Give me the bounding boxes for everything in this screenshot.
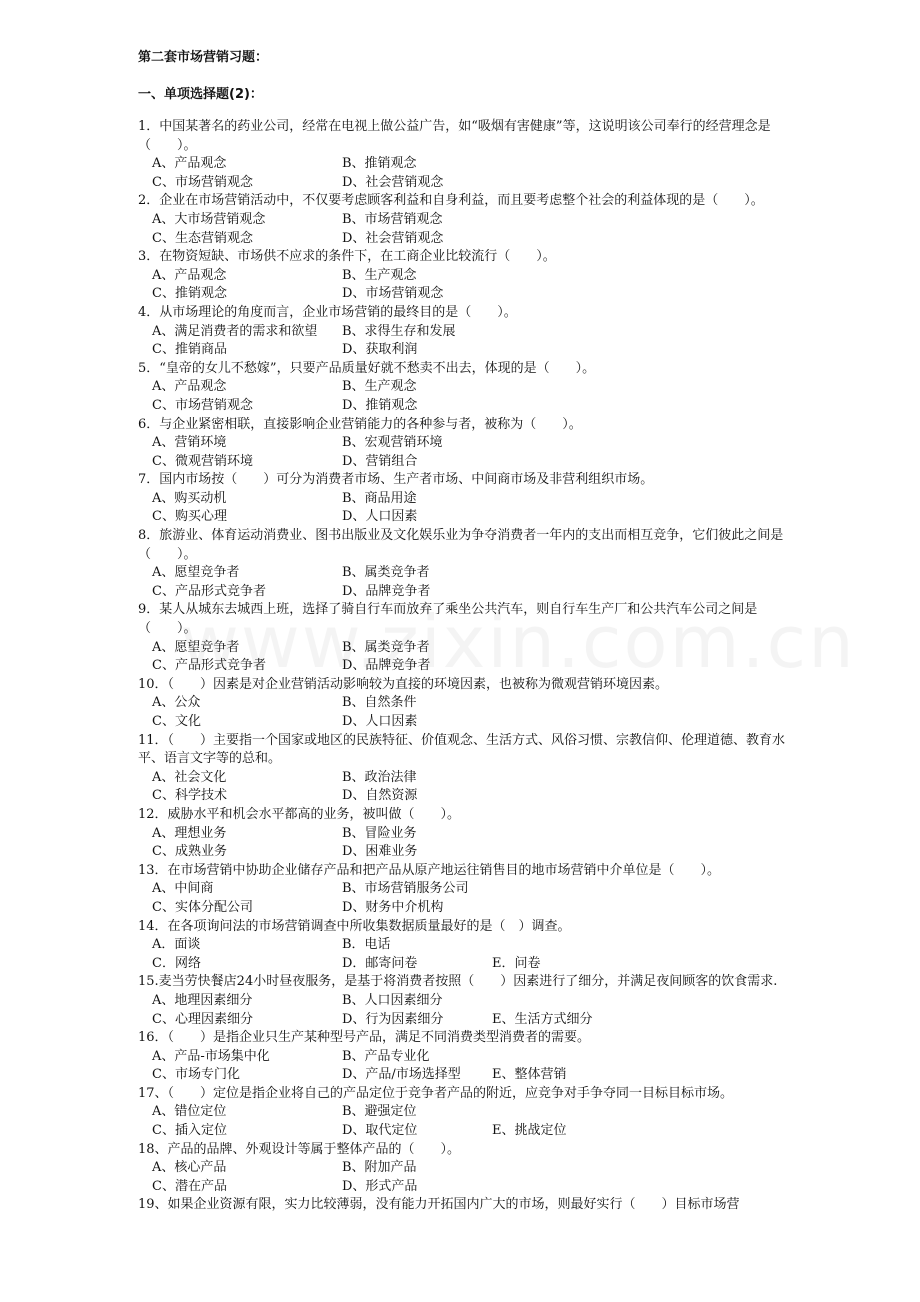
answer-option: A、营销环境 [152, 435, 227, 451]
answer-option: C、微观营销环境 [152, 453, 253, 469]
option-row [138, 508, 788, 527]
question-item [138, 527, 788, 601]
answer-option: C、科学技术 [152, 788, 227, 804]
option-row [138, 657, 788, 676]
answer-option: D、社会营销观念 [342, 230, 444, 246]
answer-option: C、实体分配公司 [152, 899, 253, 915]
answer-option: D、产品/市场选择型 [342, 1067, 461, 1083]
answer-option: B、市场营销观念 [342, 211, 443, 227]
question-stem: 19、如果企业资源有限，实力比较薄弱，没有能力开拓国内广大的市场，则最好实行（ ）目标市场营 [138, 1197, 740, 1213]
question-stem: 13．在市场营销中协助企业储存产品和把产品从原产地运往销售目的地市场营销中介单位是（ ）。 [138, 862, 721, 878]
answer-option: C、成熟业务 [152, 844, 227, 860]
option-row [138, 1178, 788, 1197]
answer-option: B、附加产品 [342, 1160, 417, 1176]
document-title: 第二套市场营销习题： [138, 50, 269, 65]
answer-option: D、获取利润 [342, 342, 418, 358]
answer-option: A、中间商 [152, 881, 214, 897]
answer-option: C、插入定位 [152, 1123, 227, 1139]
answer-option: B、属类竞争者 [342, 639, 430, 655]
question-item [138, 118, 788, 192]
answer-option: A、购买动机 [152, 490, 227, 506]
option-row [138, 155, 788, 174]
answer-option: A、产品-市场集中化 [152, 1048, 270, 1064]
answer-option: A、愿望竞争者 [152, 639, 240, 655]
answer-option: A、产品观念 [152, 267, 227, 283]
answer-option: D、自然资源 [342, 788, 418, 804]
option-row [138, 955, 788, 974]
answer-option: B、商品用途 [342, 490, 417, 506]
answer-option: D．邮寄问卷 [342, 955, 418, 971]
answer-option: E．问卷 [492, 955, 541, 971]
answer-option: C、心理因素细分 [152, 1011, 253, 1027]
option-row [138, 583, 788, 602]
answer-option: B、求得生存和发展 [342, 323, 456, 339]
option-row [138, 769, 788, 788]
answer-option: A、社会文化 [152, 769, 227, 785]
question-stem: 2．企业在市场营销活动中，不仅要考虑顾客利益和自身利益，而且要考虑整个社会的利益体现的是（ ）。 [138, 193, 764, 209]
option-row [138, 936, 788, 955]
answer-option: A、地理因素细分 [152, 992, 253, 1008]
option-row [138, 1066, 788, 1085]
answer-option: B、冒险业务 [342, 825, 417, 841]
question-item [138, 862, 788, 918]
option-row [138, 267, 788, 286]
answer-option: D、推销观念 [342, 397, 418, 413]
answer-option: D、财务中介机构 [342, 899, 444, 915]
answer-option: A、满足消费者的需求和欲望 [152, 323, 318, 339]
question-stem: 9．某人从城东去城西上班，选择了骑自行车而放弃了乘坐公共汽车，则自行车生产厂和公共汽车公司之间是（ ）。 [138, 602, 758, 637]
option-row [138, 694, 788, 713]
question-item [138, 676, 788, 732]
option-row [138, 639, 788, 658]
answer-option: B、生产观念 [342, 379, 417, 395]
answer-option: D、形式产品 [342, 1178, 418, 1194]
answer-option: C、潜在产品 [152, 1178, 227, 1194]
option-row [138, 843, 788, 862]
answer-option: C、市场专门化 [152, 1067, 240, 1083]
answer-option: A、理想业务 [152, 825, 227, 841]
question-item [138, 471, 788, 527]
option-row [138, 564, 788, 583]
option-row [138, 397, 788, 416]
question-item [138, 360, 788, 416]
option-row [138, 1011, 788, 1030]
answer-option: D、人口因素 [342, 509, 418, 525]
question-stem: 11．（ ）主要指一个国家或地区的民族特征、价值观念、生活方式、风俗习惯、宗教信仰、伦理道德、教育水平、语言文字等的总和。 [138, 732, 786, 767]
question-stem: 5．“皇帝的女儿不愁嫁”，只要产品质量好就不愁卖不出去，体现的是（ ）。 [138, 360, 596, 376]
answer-option: A、公众 [152, 695, 201, 711]
question-stem: 15.麦当劳快餐店24小时昼夜服务，是基于将消费者按照（ ）因素进行了细分，并满足夜间顾客的饮食需求. [138, 974, 778, 990]
question-item [138, 192, 788, 248]
answer-option: B、推销观念 [342, 156, 417, 172]
answer-option: A、产品观念 [152, 156, 227, 172]
answer-option: C、产品形式竞争者 [152, 583, 266, 599]
answer-option: B、人口因素细分 [342, 992, 443, 1008]
option-row [138, 1048, 788, 1067]
option-row [138, 378, 788, 397]
option-row [138, 323, 788, 342]
answer-option: C、推销观念 [152, 286, 227, 302]
question-item [138, 416, 788, 472]
option-row [138, 341, 788, 360]
question-stem: 4．从市场理论的角度而言，企业市场营销的最终目的是（ ）。 [138, 304, 517, 320]
answer-option: B、政治法律 [342, 769, 417, 785]
answer-option: A．面谈 [152, 937, 201, 953]
option-row [138, 174, 788, 193]
answer-option: A、大市场营销观念 [152, 211, 266, 227]
option-row [138, 453, 788, 472]
answer-option: A、错位定位 [152, 1104, 227, 1120]
answer-option: C、市场营销观念 [152, 397, 253, 413]
question-item [138, 1085, 788, 1141]
answer-option: B、避强定位 [342, 1104, 417, 1120]
answer-option: D、人口因素 [342, 714, 418, 729]
answer-option: A、核心产品 [152, 1160, 227, 1176]
answer-option: E、生活方式细分 [492, 1011, 593, 1027]
option-row [138, 880, 788, 899]
answer-option: B、宏观营销环境 [342, 435, 443, 451]
question-item [138, 1029, 788, 1085]
answer-option: D、困难业务 [342, 844, 418, 860]
answer-option: C、生态营销观念 [152, 230, 253, 246]
question-list [138, 118, 788, 1215]
question-item [138, 248, 788, 304]
answer-option: B．电话 [342, 937, 391, 953]
option-row [138, 285, 788, 304]
answer-option: B、市场营销服务公司 [342, 881, 469, 897]
option-row [138, 1122, 788, 1141]
option-row [138, 992, 788, 1011]
answer-option: B、产品专业化 [342, 1048, 430, 1064]
question-stem: 10．（ ）因素是对企业营销活动影响较为直接的环境因素，也被称为微观营销环境因素。 [138, 676, 669, 692]
question-stem: 8．旅游业、体育运动消费业、图书出版业及文化娱乐业为争夺消费者一年内的支出而相互竞争，它们彼此之间是（ ）。 [138, 528, 784, 562]
answer-option: C．网络 [152, 955, 201, 971]
question-item [138, 1196, 788, 1215]
answer-option: C、产品形式竞争者 [152, 658, 266, 674]
question-stem: 17、（ ）定位是指企业将自己的产品定位于竞争者产品的附近，应竞争对手争夺同一目标目标市场。 [138, 1085, 734, 1101]
question-item [138, 732, 788, 806]
question-item [138, 918, 788, 974]
question-stem: 12．威胁水平和机会水平都高的业务，被叫做（ ）。 [138, 806, 461, 822]
option-row [138, 1159, 788, 1178]
option-row [138, 787, 788, 806]
option-row [138, 490, 788, 509]
answer-option: D、市场营销观念 [342, 286, 444, 302]
answer-option: B、自然条件 [342, 695, 417, 711]
option-row [138, 211, 788, 230]
option-row [138, 230, 788, 249]
question-item [138, 601, 788, 675]
question-stem: 18、产品的品牌、外观设计等属于整体产品的（ ）。 [138, 1141, 461, 1157]
answer-option: C、文化 [152, 714, 201, 729]
answer-option: B、属类竞争者 [342, 565, 430, 581]
option-row [138, 1103, 788, 1122]
answer-option: D、品牌竞争者 [342, 583, 431, 599]
answer-option: C、推销商品 [152, 342, 227, 358]
answer-option: B、生产观念 [342, 267, 417, 283]
answer-option: E、整体营销 [492, 1067, 567, 1083]
answer-option: C、购买心理 [152, 509, 227, 525]
question-item [138, 304, 788, 360]
option-row [138, 825, 788, 844]
question-item [138, 1141, 788, 1197]
question-stem: 6．与企业紧密相联，直接影响企业营销能力的各种参与者，被称为（ ）。 [138, 416, 582, 432]
answer-option: A、产品观念 [152, 379, 227, 395]
question-stem: 1．中国某著名的药业公司，经常在电视上做公益广告，如“吸烟有害健康”等，这说明该公司奉行的经营理念是（ ）。 [138, 119, 771, 153]
answer-option: C、市场营销观念 [152, 174, 253, 190]
question-stem: 14．在各项询问法的市场营销调查中所收集数据质量最好的是（ ）调查。 [138, 918, 571, 934]
question-stem: 16．（ ）是指企业只生产某种型号产品，满足不同消费类型消费者的需要。 [138, 1030, 591, 1046]
answer-option: D、行为因素细分 [342, 1011, 444, 1027]
answer-option: D、品牌竞争者 [342, 658, 431, 674]
option-row [138, 434, 788, 453]
answer-option: A、愿望竞争者 [152, 565, 240, 581]
answer-option: E、挑战定位 [492, 1123, 567, 1139]
answer-option: D、取代定位 [342, 1123, 418, 1139]
question-stem: 7．国内市场按（ ）可分为消费者市场、生产者市场、中间商市场及非营利组织市场。 [138, 472, 654, 488]
answer-option: D、社会营销观念 [342, 174, 444, 190]
question-item [138, 973, 788, 1029]
option-row [138, 713, 788, 732]
section-heading: 一、单项选择题(2)： [138, 87, 263, 102]
question-stem: 3．在物资短缺、市场供不应求的条件下，在工商企业比较流行（ ）。 [138, 249, 556, 265]
question-item [138, 806, 788, 862]
answer-option: D、营销组合 [342, 453, 418, 469]
option-row [138, 899, 788, 918]
